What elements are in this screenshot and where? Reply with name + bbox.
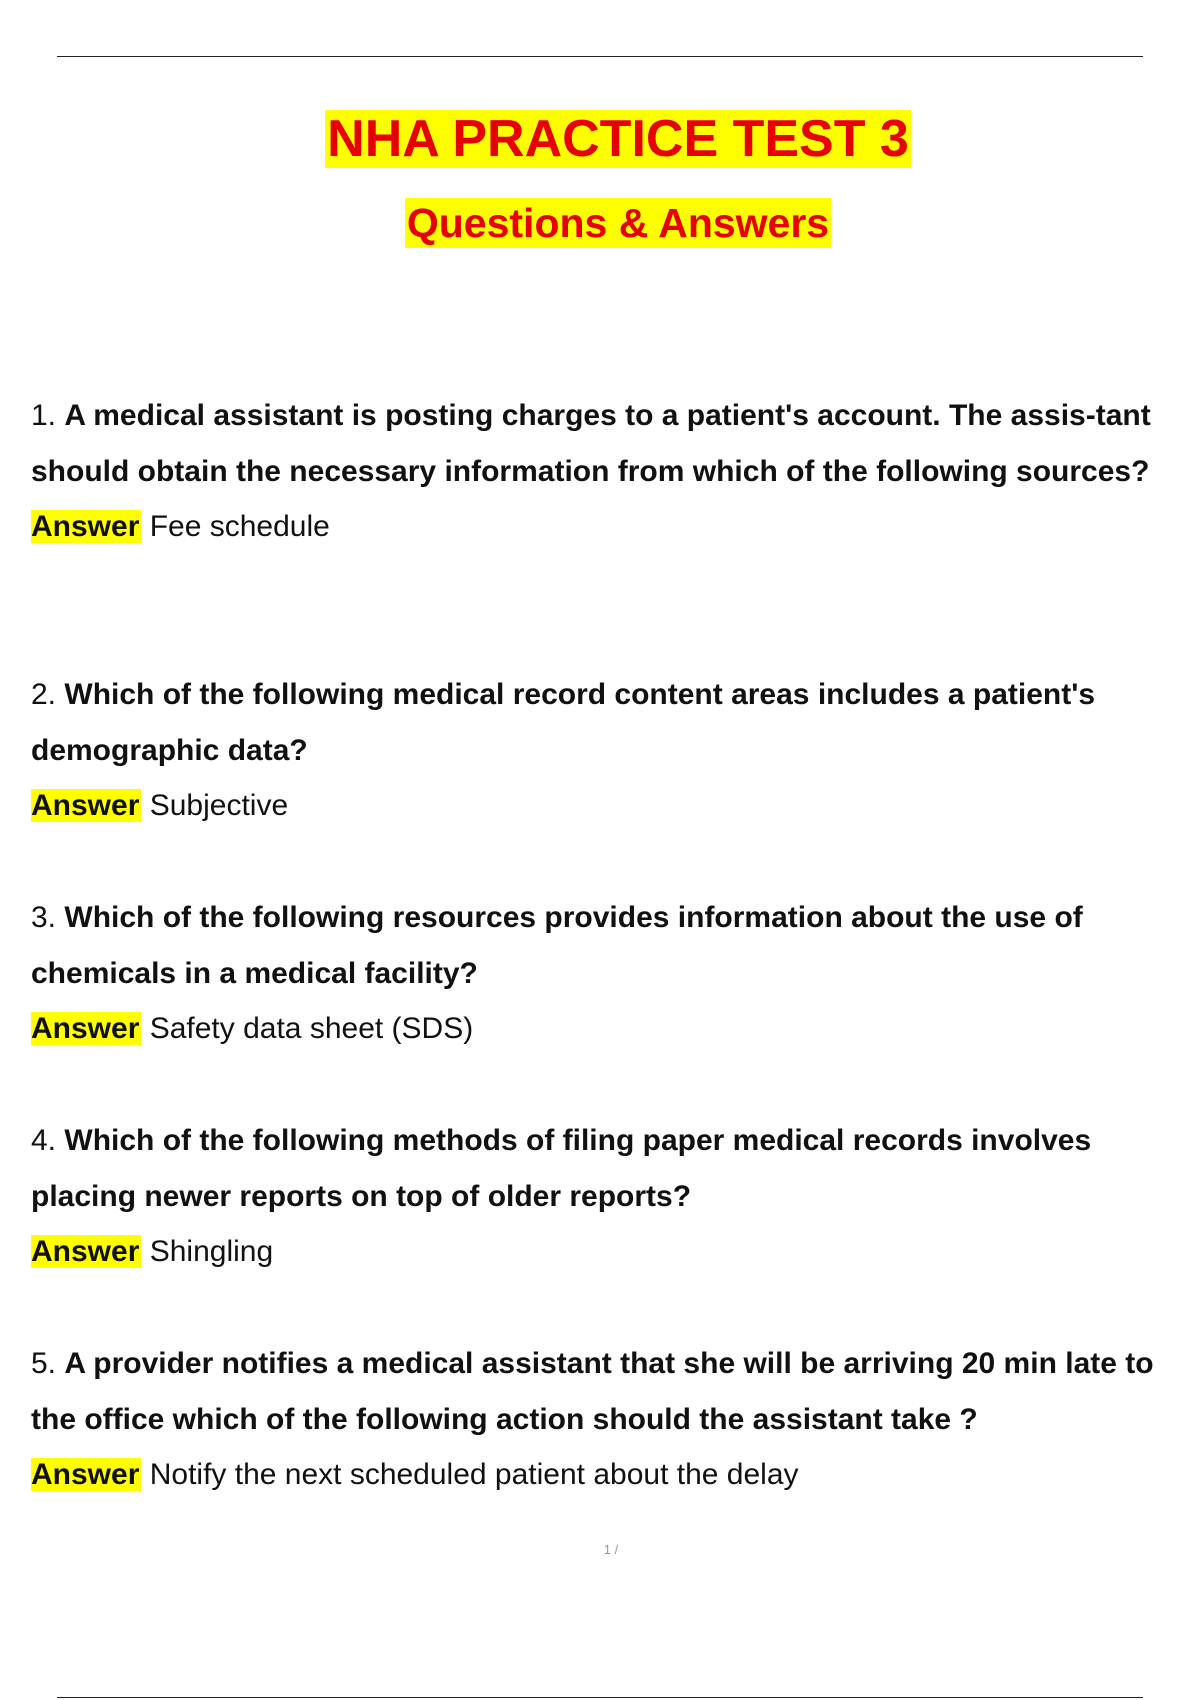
- question-text: A medical assistant is posting charges to a patient's account. The assis-tant should obtain the necessary information from which of the following sources?: [31, 399, 1151, 488]
- question-text: A provider notifies a medical assistant that she will be arriving 20 min late to the office which of the following action should the assistant take ?: [31, 1347, 1154, 1436]
- answer-label: Answer: [31, 789, 140, 823]
- question-number: 1.: [31, 399, 57, 432]
- question-text: Which of the following resources provides information about the use of chemicals in a medical facility?: [31, 901, 1083, 990]
- question-text: Which of the following methods of filing paper medical records involves placing newer reports on top of older reports?: [31, 1124, 1092, 1213]
- answer-label: Answer: [31, 510, 140, 544]
- answer-line: [31, 499, 1196, 555]
- answer-label: Answer: [31, 1235, 140, 1269]
- answer-text: Safety data sheet (SDS): [149, 1012, 474, 1046]
- question-block-1: [31, 388, 1196, 555]
- question-number: 2.: [31, 678, 57, 711]
- question-number: 5.: [31, 1347, 57, 1380]
- answer-label: Answer: [31, 1012, 140, 1046]
- question-block-5: [31, 1336, 1196, 1503]
- answer-text: Shingling: [149, 1235, 274, 1269]
- answer-line: [31, 1224, 1196, 1280]
- answer-line: [31, 778, 1196, 834]
- answer-line: [31, 1447, 1196, 1503]
- question-block-3: [31, 890, 1196, 1057]
- answer-text: Subjective: [149, 789, 289, 823]
- question-block-2: [31, 667, 1196, 834]
- top-divider: [57, 56, 1143, 57]
- page-title-container: [0, 110, 1200, 168]
- answer-text: Notify the next scheduled patient about the delay: [149, 1458, 799, 1492]
- question-number: 3.: [31, 901, 57, 934]
- page-title: NHA PRACTICE TEST 3: [327, 110, 909, 168]
- page-number: 1 /: [603, 1542, 619, 1557]
- question-block-4: [31, 1113, 1196, 1280]
- answer-label: Answer: [31, 1458, 140, 1492]
- bottom-divider: [57, 1697, 1143, 1698]
- page-subtitle-container: [0, 198, 1200, 248]
- answer-line: [31, 1001, 1196, 1057]
- page-subtitle: Questions & Answers: [406, 200, 830, 246]
- question-number: 4.: [31, 1124, 57, 1157]
- question-text: Which of the following medical record content areas includes a patient's demographic data?: [31, 678, 1096, 767]
- answer-text: Fee schedule: [149, 510, 330, 544]
